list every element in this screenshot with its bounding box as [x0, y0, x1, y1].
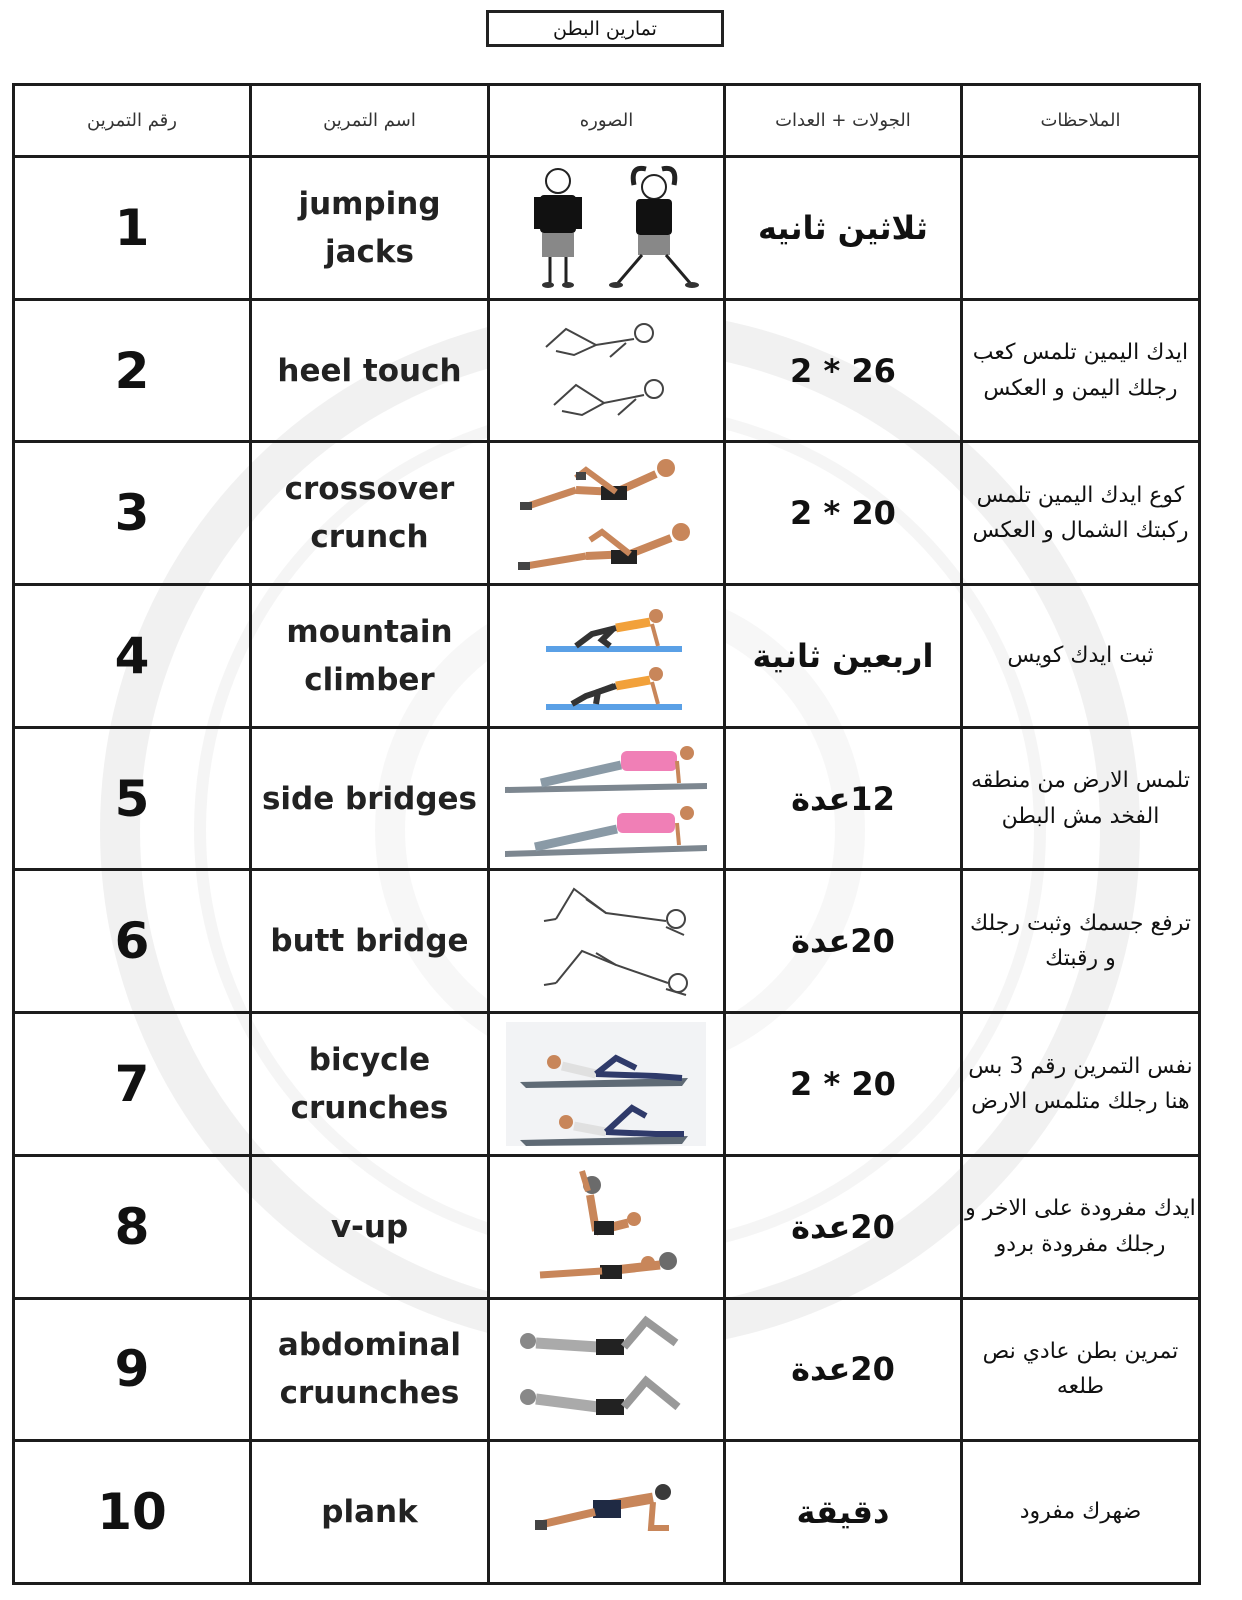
butt-bridge-illustration [516, 879, 696, 1003]
exercise-name: jumping jacks [250, 157, 488, 300]
exercise-notes: ثبت ايدك كويس [961, 585, 1199, 728]
exercise-image [488, 1013, 724, 1156]
heel-touch-illustration [526, 311, 686, 431]
exercise-name: abdominal cruunches [250, 1298, 488, 1441]
table-row [14, 1013, 1200, 1156]
exercise-sets: 12عدة [724, 727, 961, 870]
exercise-name: heel touch [250, 299, 488, 442]
exercise-number: 2 [14, 299, 251, 442]
exercise-number: 5 [14, 727, 251, 870]
exercise-notes [961, 157, 1199, 300]
exercise-notes: ايدك اليمين تلمس كعب رجلك اليمن و العكس [961, 299, 1199, 442]
exercise-sets: 20 * 2 [724, 442, 961, 585]
exercise-number: 9 [14, 1298, 251, 1441]
exercise-image [488, 442, 724, 585]
exercise-sets: ثلاثين ثانيه [724, 157, 961, 300]
exercise-notes: ايدك مفرودة على الاخر و رجلك مفرودة بردو [961, 1155, 1199, 1298]
exercise-table [12, 83, 1201, 1585]
jumping-jacks-illustration [506, 163, 706, 293]
header-name: اسم التمرين [250, 85, 488, 157]
exercise-sets: 26 * 2 [724, 299, 961, 442]
exercise-notes: كوع ايدك اليمين تلمس ركبتك الشمال و العكس [961, 442, 1199, 585]
table-row [14, 727, 1200, 870]
table-row [14, 442, 1200, 585]
table-row [14, 1441, 1200, 1584]
exercise-name: plank [250, 1441, 488, 1584]
exercise-image [488, 1441, 724, 1584]
exercise-number: 10 [14, 1441, 251, 1584]
table-header-row [14, 85, 1200, 157]
exercise-notes: ضهرك مفرود [961, 1441, 1199, 1584]
exercise-number: 7 [14, 1013, 251, 1156]
table-row [14, 1298, 1200, 1441]
exercise-notes: تمرين بطن عادي نص طلعه [961, 1298, 1199, 1441]
table-row [14, 585, 1200, 728]
table-row [14, 157, 1200, 300]
mountain-climber-illustration [506, 596, 706, 716]
exercise-image [488, 727, 724, 870]
exercise-notes: ترفع جسمك وثبت رجلك و رقبتك [961, 870, 1199, 1013]
table-row [14, 299, 1200, 442]
exercise-image [488, 585, 724, 728]
exercise-name: butt bridge [250, 870, 488, 1013]
exercise-name: side bridges [250, 727, 488, 870]
exercise-sets: اربعين ثانية [724, 585, 961, 728]
page-title: تمارين البطن [486, 10, 724, 47]
table-row [14, 1155, 1200, 1298]
exercise-sets: 20عدة [724, 1155, 961, 1298]
header-notes: الملاحظات [961, 85, 1199, 157]
crossover-crunch-illustration [506, 448, 706, 578]
exercise-sets: 20عدة [724, 1298, 961, 1441]
exercise-notes: نفس التمرين رقم 3 بس هنا رجلك متلمس الارض [961, 1013, 1199, 1156]
exercise-name: mountain climber [250, 585, 488, 728]
exercise-name: v-up [250, 1155, 488, 1298]
exercise-number: 8 [14, 1155, 251, 1298]
exercise-image [488, 870, 724, 1013]
plank-illustration [521, 1472, 691, 1552]
header-number: رقم التمرين [14, 85, 251, 157]
exercise-image [488, 1155, 724, 1298]
header-sets: الجولات + العدات [724, 85, 961, 157]
exercise-number: 6 [14, 870, 251, 1013]
exercise-image [488, 1298, 724, 1441]
bicycle-crunches-illustration [506, 1022, 706, 1146]
exercise-name: crossover crunch [250, 442, 488, 585]
exercise-sets: 20عدة [724, 870, 961, 1013]
exercise-number: 1 [14, 157, 251, 300]
side-bridges-illustration [501, 739, 711, 859]
exercise-sets: دقيقة [724, 1441, 961, 1584]
exercise-name: bicycle crunches [250, 1013, 488, 1156]
v-up-illustration [516, 1165, 696, 1289]
header-image: الصوره [488, 85, 724, 157]
exercise-number: 3 [14, 442, 251, 585]
exercise-sets: 20 * 2 [724, 1013, 961, 1156]
table-row [14, 870, 1200, 1013]
exercise-notes: تلمس الارض من منطقه الفخد مش البطن [961, 727, 1199, 870]
exercise-number: 4 [14, 585, 251, 728]
exercise-image [488, 157, 724, 300]
abdominal-crunches-illustration [506, 1307, 706, 1431]
exercise-image [488, 299, 724, 442]
